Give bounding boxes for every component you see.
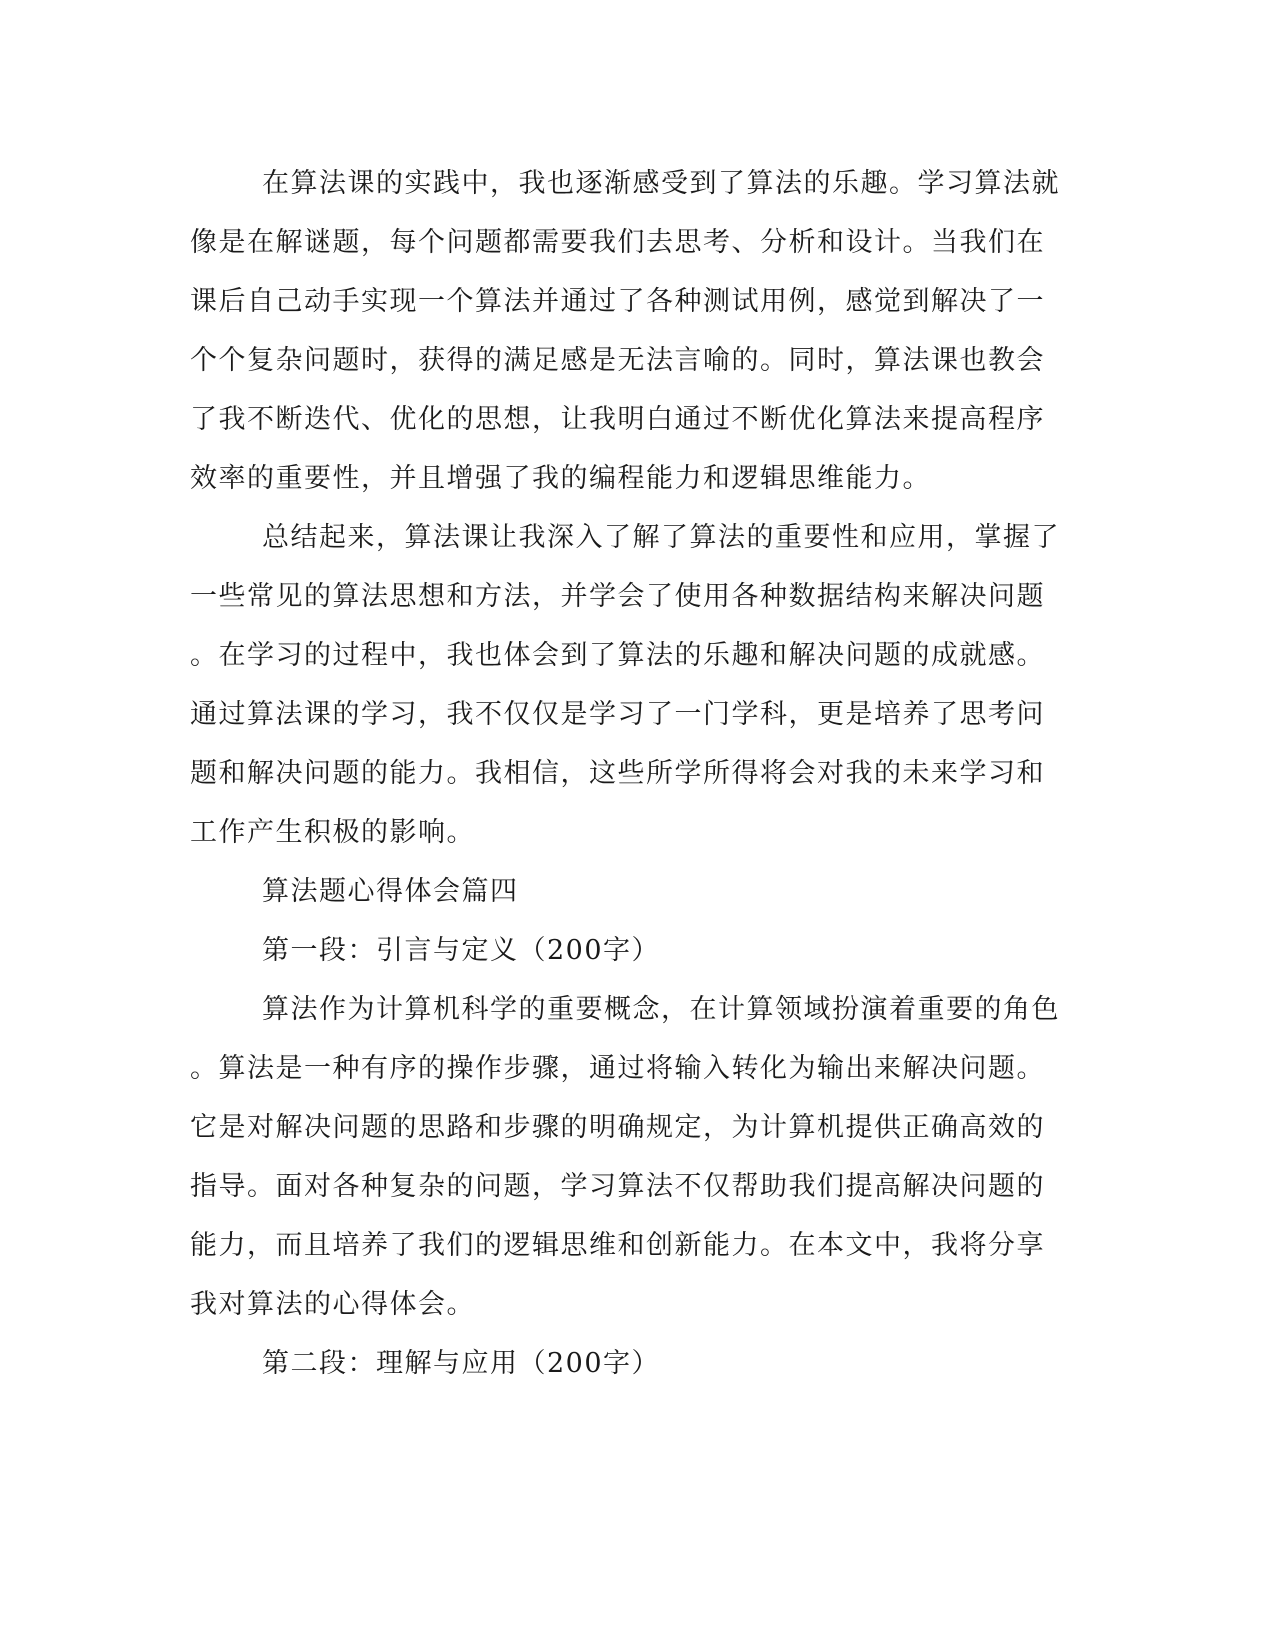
paragraph-2-line-3: 。在学习的过程中，我也体会到了算法的乐趣和解决问题的成就感。: [190, 640, 1045, 671]
section-heading: 算法题心得体会篇四: [262, 876, 519, 907]
paragraph-1-line-3: 课后自己动手实现一个算法并通过了各种测试用例，感觉到解决了一: [190, 286, 1045, 317]
paragraph-2-line-5: 题和解决问题的能力。我相信，这些所学所得将会对我的未来学习和: [190, 758, 1045, 789]
paragraph-3-line-4: 指导。面对各种复杂的问题，学习算法不仅帮助我们提高解决问题的: [190, 1171, 1045, 1202]
paragraph-1-line-6: 效率的重要性，并且增强了我的编程能力和逻辑思维能力。: [190, 463, 931, 494]
paragraph-1-line-4: 个个复杂问题时，获得的满足感是无法言喻的。同时，算法课也教会: [190, 345, 1045, 376]
paragraph-1-line-1: 在算法课的实践中，我也逐渐感受到了算法的乐趣。学习算法就: [262, 168, 1060, 199]
paragraph-2-line-1: 总结起来，算法课让我深入了解了算法的重要性和应用，掌握了: [262, 522, 1060, 553]
paragraph-2-line-6: 工作产生积极的影响。: [190, 817, 475, 848]
paragraph-1-line-2: 像是在解谜题，每个问题都需要我们去思考、分析和设计。当我们在: [190, 227, 1045, 258]
subheading-part-one: 第一段：引言与定义（200字）: [262, 935, 661, 966]
paragraph-2-line-2: 一些常见的算法思想和方法，并学会了使用各种数据结构来解决问题: [190, 581, 1045, 612]
paragraph-3-line-2: 。算法是一种有序的操作步骤，通过将输入转化为输出来解决问题。: [190, 1053, 1045, 1084]
paragraph-3-line-3: 它是对解决问题的思路和步骤的明确规定，为计算机提供正确高效的: [190, 1112, 1045, 1143]
paragraph-3-line-6: 我对算法的心得体会。: [190, 1289, 475, 1320]
paragraph-2-line-4: 通过算法课的学习，我不仅仅是学习了一门学科，更是培养了思考问: [190, 699, 1045, 730]
paragraph-1-line-5: 了我不断迭代、优化的思想，让我明白通过不断优化算法来提高程序: [190, 404, 1045, 435]
paragraph-3-line-1: 算法作为计算机科学的重要概念，在计算领域扮演着重要的角色: [262, 994, 1060, 1025]
subheading-part-two: 第二段：理解与应用（200字）: [262, 1348, 661, 1379]
paragraph-3-line-5: 能力，而且培养了我们的逻辑思维和创新能力。在本文中，我将分享: [190, 1230, 1045, 1261]
